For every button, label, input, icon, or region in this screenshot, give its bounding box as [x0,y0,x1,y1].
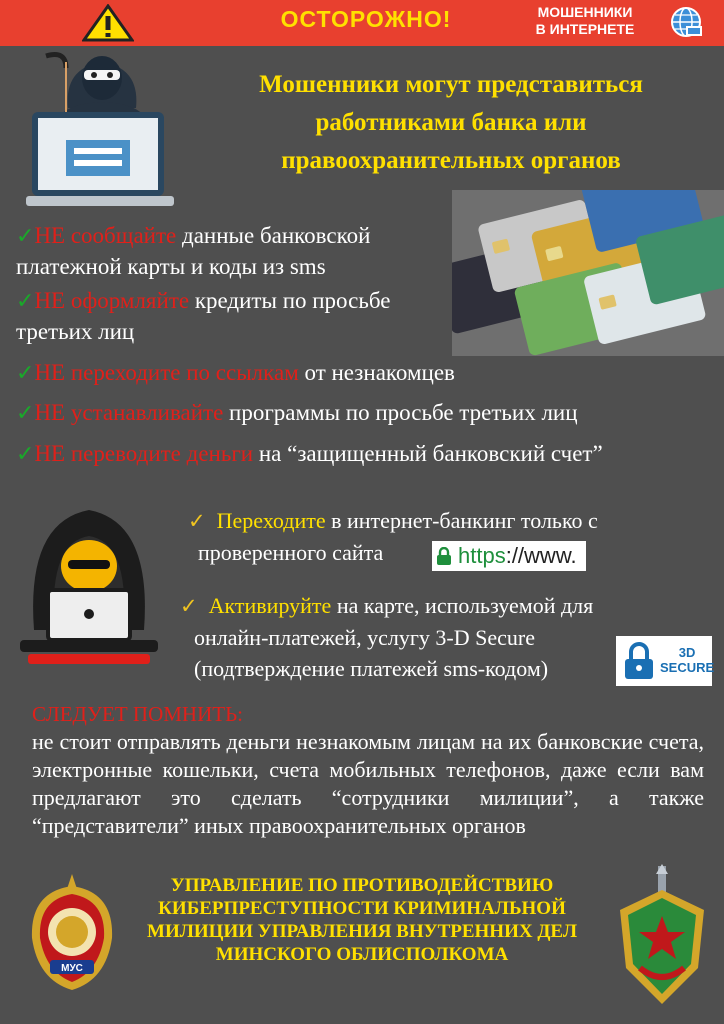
rule-item-5 [16,439,603,470]
https-scheme: https [458,543,506,568]
department-line1: УПРАВЛЕНИЕ ПО ПРОТИВОДЕЙСТВИЮ [170,875,554,896]
rule-item-2 [16,286,390,347]
rule-warning: НЕ оформляйте [34,288,190,313]
tip-text-cont: онлайн-платежей, услугу 3-D Secure [194,625,535,650]
https-url-text [458,543,577,569]
police-shield-emblem-icon [612,864,712,1012]
headline [216,66,686,180]
remember-title: СЛЕДУЕТ ПОМНИТЬ: [32,702,243,726]
checkmark-icon: ✓ [16,224,35,249]
rule-warning: НЕ устанавливайте [34,400,224,425]
tip-text-cont2: (подтверждение платежей sms-кодом) [194,656,549,681]
rule-warning: НЕ переходите по ссылкам [34,360,299,385]
3d-secure-badge [616,636,715,686]
https-url-badge [432,541,586,571]
rule-text: от незнакомцев [298,360,455,385]
rule-item-4 [16,398,578,429]
padlock-icon [436,547,452,565]
remember-text: не стоит отправлять деньги незнакомым лицам на их банковские счета, электронные кошельки, счета мобильных телефонов, даже если вам предлагают это сделать “сотрудники милиции”, а также “представители” иных правоохранительных органов [32,729,704,838]
3d-secure-line1: 3D [678,645,696,660]
hacker-laptop-illustration [14,502,164,668]
tip-highlight: Активируйте [208,593,332,618]
tip-text: на карте, используемой для [331,593,594,618]
mus-emblem-label: МУС [61,963,83,974]
banner-badge [510,4,660,38]
headline-line2: работниками банка или [315,109,587,136]
department-line3: МИЛИЦИИ УПРАВЛЕНИЯ ВНУТРЕННИХ ДЕЛ [147,921,577,942]
headline-line3: правоохранительных органов [281,147,621,174]
checkmark-icon: ✓ [188,509,206,533]
tip-text-cont: проверенного сайта [198,540,384,565]
banner-badge-line2: В ИНТЕРНЕТЕ [535,21,635,37]
tip-highlight: Переходите [216,508,326,533]
rule-item-3 [16,358,455,389]
rule-text: кредиты по просьбе [189,288,391,313]
banner-badge-line1: МОШЕННИКИ [537,4,633,20]
department-caption [120,874,604,966]
tip-text: в интернет-банкинг только с [325,508,598,533]
rule-text: на “защищенный банковский счет” [253,441,603,466]
rule-item-1 [16,221,370,282]
rule-text-cont: третьих лиц [16,319,135,344]
checkmark-icon: ✓ [16,442,35,467]
https-rest: ://www. [505,543,577,568]
mus-emblem-icon [26,872,118,994]
tip-item-2 [180,590,593,684]
3d-secure-line2: SECURE [660,660,715,675]
checkmark-icon: ✓ [16,289,35,314]
padlock-icon [622,641,656,681]
rule-warning: НЕ сообщайте [34,223,177,248]
checkmark-icon: ✓ [16,361,35,386]
headline-line1: Мошенники могут представиться [259,71,643,98]
department-line2: КИБЕРПРЕСТУПНОСТИ КРИМИНАЛЬНОЙ [158,898,566,919]
bank-cards-photo [452,190,724,356]
warning-icon [82,4,134,42]
globe-laptop-icon [668,6,704,40]
top-banner [0,0,724,46]
rule-text: данные банковской [176,223,371,248]
3d-secure-text [660,645,714,675]
banner-title: ОСТОРОЖНО! [280,6,452,32]
rule-text-cont: платежной карты и коды из sms [16,254,326,279]
department-line4: МИНСКОГО ОБЛИСПОЛКОМА [215,944,509,965]
rule-text: программы по просьбе третьих лиц [223,400,578,425]
hacker-phishing-illustration [26,48,174,210]
checkmark-icon: ✓ [16,401,35,426]
checkmark-icon: ✓ [180,594,198,618]
rule-warning: НЕ переводите деньги [34,441,254,466]
